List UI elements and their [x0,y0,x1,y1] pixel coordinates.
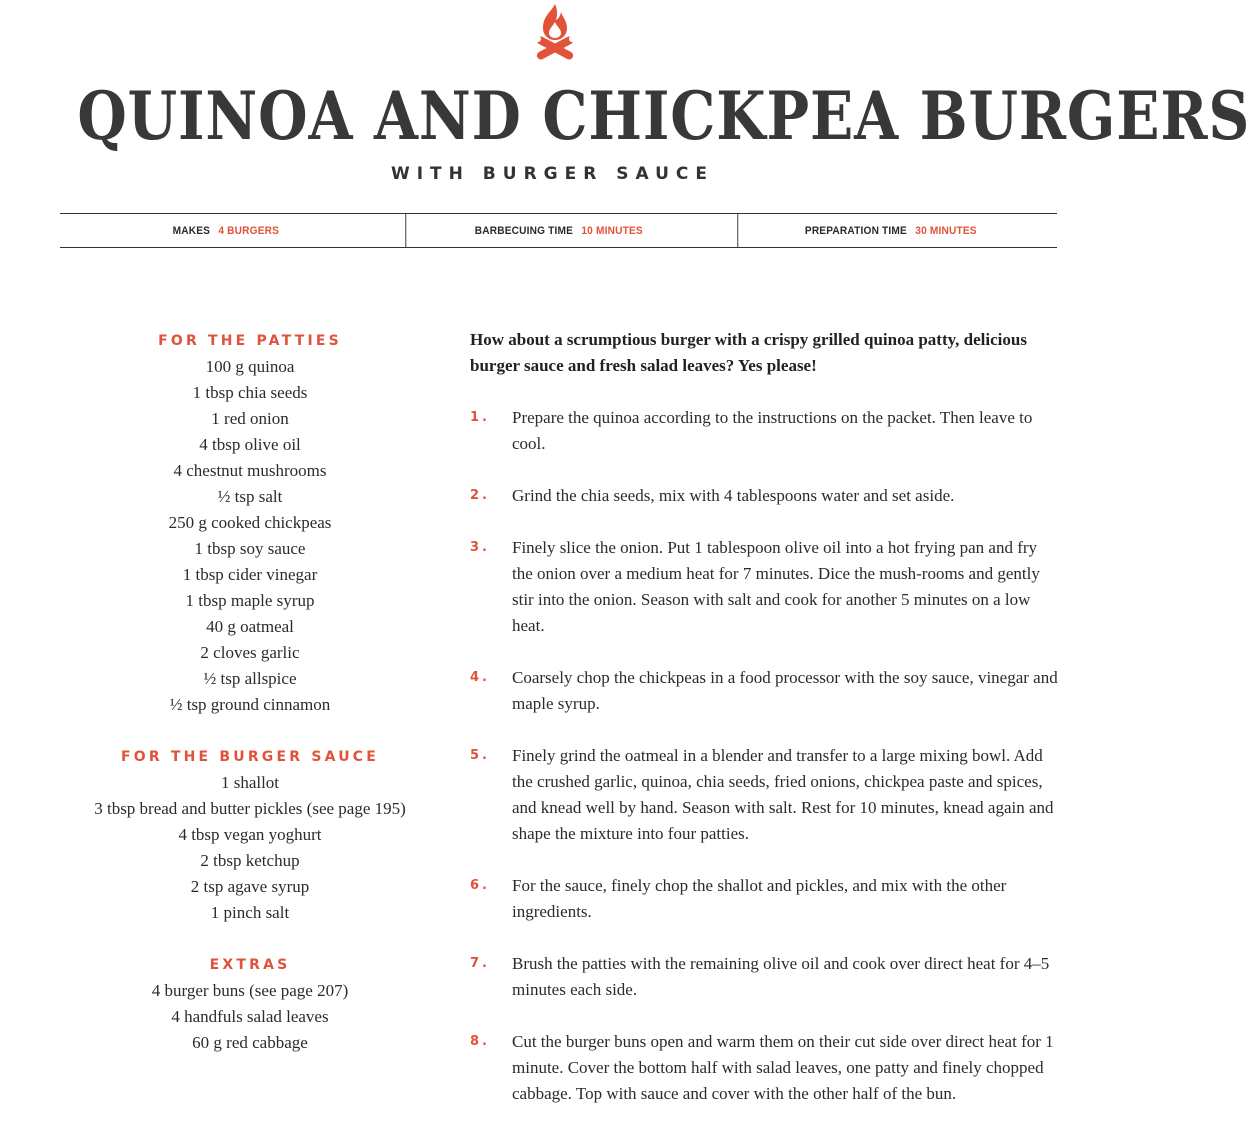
step-text: Brush the patties with the remaining olive oil and cook over direct heat for 4–5 minutes each side. [512,954,1050,999]
ingredient-item: 1 pinch salt [210,903,290,922]
meta-bbq-label: BARBECUING TIME [474,224,573,237]
step-text: Grind the chia seeds, mix with 4 tablespoons water and set aside. [512,486,955,505]
ingredient-item: 1 tbsp soy sauce [194,539,306,558]
ingredient-item: 3 tbsp bread and butter pickles (see page 195) [94,799,406,818]
campfire-icon [533,2,577,62]
meta-preparation-time [738,214,1044,247]
extras-list [60,978,440,1056]
ingredient-item: 1 tbsp chia seeds [192,383,308,402]
ingredient-item: 1 tbsp cider vinegar [182,565,318,584]
ingredient-item: 60 g red cabbage [192,1033,308,1052]
step-text: Finely slice the onion. Put 1 tablespoon olive oil into a hot frying pan and fry the onion over a medium heat for 7 minutes. Dice the mush-rooms and gently stir into the onion. Season with salt and cook for another 5 minutes on a low heat. [512,538,1040,635]
step-text: For the sauce, finely chop the shallot and pickles, and mix with the other ingredients. [512,876,1007,921]
ingredients-column [60,328,440,1056]
step-number: 1. [470,410,490,425]
ingredient-item: 1 tbsp maple syrup [185,591,315,610]
step-number: 5. [470,748,490,763]
meta-makes-value: 4 BURGERS [218,224,280,237]
ingredient-item: 4 chestnut mushrooms [173,461,327,480]
recipe-title: QUINOA AND CHICKPEA BURGERS [77,77,1250,155]
meta-bbq-value: 10 MINUTES [581,224,643,237]
ingredient-item: 4 handfuls salad leaves [171,1007,329,1026]
sauce-list [60,770,440,926]
ingredient-item: 2 cloves garlic [200,643,300,662]
ingredient-item: 100 g quinoa [205,357,295,376]
ingredient-item: 2 tsp agave syrup [190,877,310,896]
ingredient-item: 250 g cooked chickpeas [168,513,332,532]
ingredient-item: 4 tbsp olive oil [199,435,301,454]
step-number: 2. [470,488,490,503]
step-number: 8. [470,1034,490,1049]
spacer [60,926,440,952]
patties-list [60,354,440,718]
meta-barbecuing-time [405,214,711,247]
meta-makes [73,214,378,247]
extras-heading: EXTRAS [209,957,291,973]
ingredient-item: ½ tsp allspice [203,669,297,688]
recipe-subtitle: WITH BURGER SAUCE [390,164,715,184]
ingredient-item: ½ tsp ground cinnamon [169,695,331,714]
meta-prep-label: PREPARATION TIME [805,224,908,237]
ingredient-item: 1 red onion [211,409,289,428]
ingredient-item: ½ tsp salt [217,487,283,506]
patties-heading: FOR THE PATTIES [158,333,342,349]
recipe-meta-bar [60,213,1057,248]
step-text: Prepare the quinoa according to the instructions on the packet. Then leave to cool. [512,408,1033,453]
step-text: Cut the burger buns open and warm them on their cut side over direct heat for 1 minute. Cover the bottom half with salad leaves, one patty and finely chopped cabbage. Top with sauce and cover with the other half of the bun. [512,1032,1054,1103]
ingredient-item: 4 burger buns (see page 207) [151,981,349,1000]
ingredient-item: 2 tbsp ketchup [200,851,300,870]
meta-prep-value: 30 MINUTES [915,224,978,237]
sauce-heading: FOR THE BURGER SAUCE [120,749,380,765]
step-number: 4. [470,670,490,685]
step-number: 7. [470,956,490,971]
ingredient-item: 1 shallot [220,773,280,792]
step-text: Coarsely chop the chickpeas in a food processor with the soy sauce, vinegar and maple syrup. [512,668,1058,713]
recipe-intro: How about a scrumptious burger with a crispy grilled quinoa patty, delicious burger sauce and fresh salad leaves? Yes please! [470,330,1027,375]
ingredient-item: 40 g oatmeal [206,617,294,636]
step-number: 6. [470,878,490,893]
ingredient-item: 4 tbsp vegan yoghurt [178,825,322,844]
spacer [60,718,440,744]
step-number: 3. [470,540,490,555]
step-text: Finely grind the oatmeal in a blender and transfer to a large mixing bowl. Add the crushed garlic, quinoa, chia seeds, fried onions, chickpea paste and spices, and knead well by hand. Season with salt. Rest for 10 minutes, knead again and shape the mixture into four patties. [512,746,1054,843]
meta-makes-label: MAKES [172,224,211,237]
